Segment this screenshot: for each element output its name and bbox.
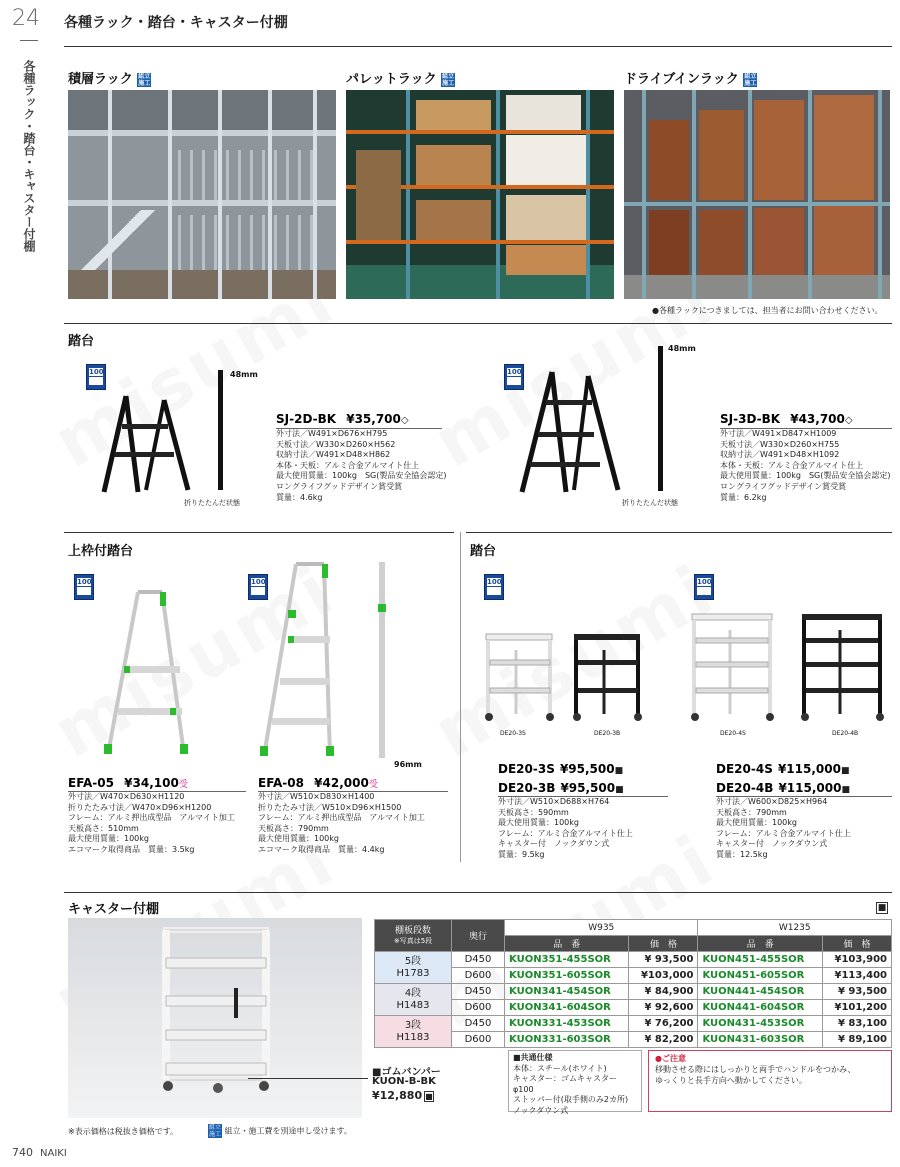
- product-block-sj2d: SJ-2D-BK ¥35,700◇ 外寸法／W491×D676×H795 天板寸法／W330×D260×H562 収納寸法／W491×D48×H862 本体・天板：アルミ合金アルマイト仕上 最大使用質量：100kg SG(製品安全協会認定) ロングライフグッドデザイン賞受賞 質量：4.6kg: [276, 408, 442, 503]
- platform-de20-3s-image: [480, 630, 560, 722]
- common-spec-box: ■共通仕様 本体：スチール(ホワイト) キャスター：ゴムキャスターφ100 ストッパー付(取手側のみ2カ所) ノックダウン式: [508, 1050, 642, 1112]
- section-title-fumidai: 踏台: [68, 334, 95, 349]
- bumper-leader-line: [248, 1078, 368, 1079]
- depth-mark: 48mm: [230, 370, 258, 379]
- product-block-de20-4: DE20-4S ¥115,000■ DE20-4B ¥115,000■ 外寸法／W600×D825×H964 天板高さ：790mm 最大使用質量：100kg フレーム：アルミ合金アルマイト仕上 キャスター付 ノックダウン式 質量：12.5kg: [716, 758, 892, 861]
- col-header-pn: 品 番: [505, 936, 629, 952]
- install-badge: 組立施工: [208, 1124, 221, 1138]
- step-ladder-sj3d-image: [514, 370, 624, 495]
- table-row: 5段 H1783 D450 KUON351-455SOR ¥ 93,500 KUON451-455SOR ¥103,900: [375, 952, 892, 968]
- page-number-top: 24: [12, 6, 40, 31]
- col-header-price: 価 格: [822, 936, 891, 952]
- product-block-de20-3: DE20-3S ¥95,500■ DE20-3B ¥95,500■ 外寸法／W510×D688×H764 天板高さ：590mm 最大使用質量：100kg フレーム：アルミ合金アルマイト仕上 キャスター付 ノックダウン式 質量：9.5kg: [498, 758, 668, 861]
- product-block-efa05: EFA-05 ¥34,100受 外寸法／W470×D630×H1120 折りたたみ寸法／W470×D96×H1200 フレーム：アルミ押出成型品 アルマイト加工 天板高さ：510mm 最大使用質量：100kg エコマーク取得商品 質量：3.5kg: [68, 772, 246, 856]
- table-row: D600 KUON331-603SOR ¥ 82,200 KUON431-603SOR ¥ 89,100: [375, 1032, 892, 1048]
- load-100kg-icon: 100: [484, 574, 504, 600]
- caster-price-table: [374, 919, 892, 1048]
- product-block-sj3d: SJ-3D-BK ¥43,700◇ 外寸法／W491×D847×H1009 天板寸法／W330×D260×H755 収納寸法／W491×D48×H1092 本体・天板：アルミ合金アルマイト仕上 最大使用質量：100kg SG(製品安全協会認定) ロングライフグッドデザイン賞受賞 質量：6.2kg: [720, 408, 892, 503]
- page-footer: 740 NAIKI: [12, 1146, 67, 1159]
- column-divider: [460, 532, 461, 862]
- folded-ladder-accent: [378, 604, 386, 612]
- load-100kg-icon: 100: [86, 364, 106, 390]
- ladder-efa05-image: [100, 588, 196, 758]
- product-caption: DE20-4S: [720, 730, 746, 737]
- platform-de20-4s-image: [686, 610, 778, 722]
- drive-in-rack-photo: [624, 90, 890, 299]
- section-rule: [64, 892, 892, 893]
- bumper-label: ■ゴムバンパー: [372, 1067, 441, 1078]
- step-ladder-sj2d-image: [96, 394, 196, 494]
- load-100kg-icon: 100: [74, 574, 94, 600]
- col-header-w935: W935: [505, 920, 698, 936]
- side-divider: [20, 40, 38, 41]
- col-header-pn: 品 番: [698, 936, 822, 952]
- rack-inquiry-note: ●各種ラックにつきましては、担当者にお問い合わせください。: [652, 306, 883, 315]
- platform-de20-4b-image: [796, 610, 888, 722]
- depth-mark: 96mm: [394, 760, 422, 769]
- bumper-price: ¥12,880 ■: [372, 1089, 433, 1102]
- bumper-model: KUON-B-BK: [372, 1076, 436, 1087]
- col-header-w1235: W1235: [698, 920, 892, 936]
- caution-box: ●ご注意 移動させる際にはしっかりと両手でハンドルをつかみ、 ゆっくりと長手方向へ動かしてください。: [648, 1050, 892, 1112]
- section-rule: [466, 532, 892, 533]
- load-100kg-icon: 100: [694, 574, 714, 600]
- mezzanine-rack-photo: [68, 90, 336, 299]
- pallet-rack-photo: [346, 90, 614, 299]
- table-row: D600 KUON351-605SOR ¥103,000 KUON451-605SOR ¥113,400: [375, 968, 892, 984]
- price-mark-icon: ■: [877, 903, 887, 913]
- product-caption: DE20-4B: [832, 730, 859, 737]
- tax-note: ※表示価格は税抜き価格です。: [68, 1127, 179, 1136]
- folded-ladder-sj2d: [218, 370, 223, 490]
- col-header-depth: 奥行: [452, 920, 505, 952]
- platform-de20-3b-image: [568, 630, 648, 722]
- load-100kg-icon: 100: [248, 574, 268, 600]
- section-rule: [64, 323, 892, 324]
- table-row: 4段 H1483 D450 KUON341-454SOR ¥ 84,900 KUON441-454SOR ¥ 93,500: [375, 984, 892, 1000]
- caster-shelf-photo: [68, 918, 362, 1118]
- product-block-efa08: EFA-08 ¥42,000受 外寸法／W510×D830×H1400 折りたたみ寸法／W510×D96×H1500 フレーム：アルミ押出成型品 アルマイト加工 天板高さ：790mm 最大使用質量：100kg エコマーク取得商品 質量：4.4kg: [258, 772, 448, 856]
- table-row: 3段 H1183 D450 KUON331-453SOR ¥ 76,200 KUON431-453SOR ¥ 83,100: [375, 1016, 892, 1032]
- col-header-price: 価 格: [629, 936, 698, 952]
- folded-caption: 折りたたんだ状態: [184, 499, 240, 507]
- section-rule: [64, 532, 454, 533]
- ladder-efa08-image: [258, 560, 338, 760]
- folded-caption: 折りたたんだ状態: [622, 499, 678, 507]
- install-badge: 組立施工: [442, 72, 455, 87]
- folded-ladder-sj3d: [658, 346, 663, 491]
- install-badge: 組立施工: [744, 72, 757, 87]
- section-title-fumidai2: 踏台: [470, 544, 497, 559]
- install-badge: 組立施工: [138, 72, 151, 87]
- product-caption: DE20-3B: [594, 730, 621, 737]
- table-row: D600 KUON341-604SOR ¥ 92,600 KUON441-604SOR ¥101,200: [375, 1000, 892, 1016]
- load-100kg-icon: 100: [504, 364, 524, 390]
- depth-mark: 48mm: [668, 344, 696, 353]
- header-rule: [64, 46, 892, 47]
- folded-ladder-efa: [379, 562, 385, 758]
- rack-label-1: パレットラック 組立施工: [346, 72, 455, 87]
- col-header-shelves: 棚板段数 ※写真は5段: [375, 920, 452, 952]
- page-header-title: 各種ラック・踏台・キャスター付棚: [64, 15, 288, 31]
- rack-label-2: ドライブインラック 組立施工: [624, 72, 757, 87]
- product-caption: DE20-3S: [500, 730, 526, 737]
- install-note: 組立施工 組立・施工費を別途申し受けます。: [208, 1124, 352, 1138]
- section-title-uwawaku: 上枠付踏台: [68, 544, 134, 559]
- section-title-caster: キャスター付棚: [68, 902, 160, 917]
- rack-label-0: 積層ラック 組立施工: [68, 72, 151, 87]
- side-label: 各種ラック・踏台・キャスター付棚: [22, 60, 36, 252]
